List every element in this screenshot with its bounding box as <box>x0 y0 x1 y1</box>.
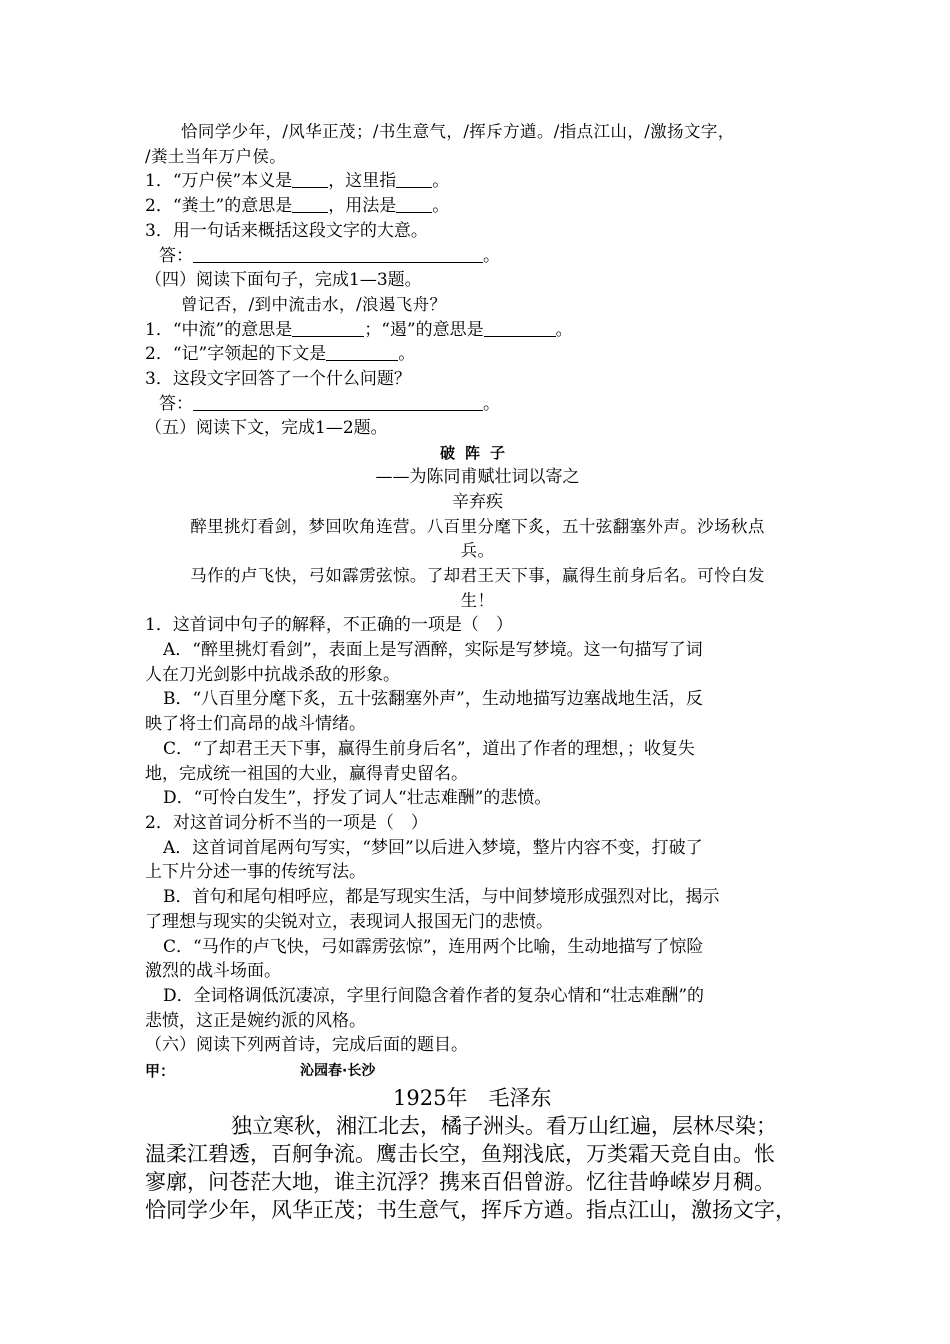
answer-blank[interactable] <box>193 245 483 263</box>
question-text: ，这里指 <box>328 171 397 192</box>
question-4-2 <box>145 342 810 367</box>
question-text: ；“遏”的意思是 <box>364 319 484 340</box>
option-b: B．首句和尾句相呼应，都是写现实生活，与中间梦境形成强烈对比，揭示 <box>163 887 720 908</box>
answer-blank[interactable] <box>396 170 432 188</box>
answer-blank[interactable] <box>193 393 483 411</box>
option-c: C．“马作的卢飞快，弓如霹雳弦惊”，连用两个比喻，生动地描写了惊险 <box>163 936 704 957</box>
option-d-cont: 悲愤，这正是婉约派的风格。 <box>145 1010 366 1031</box>
answer-line <box>145 244 810 269</box>
option-a-cont: 人在刀光剑影中抗战杀敌的形象。 <box>145 664 400 685</box>
section-6-heading: （六）阅读下列两首诗，完成后面的题目。 <box>145 1035 468 1056</box>
question-3-3: 3．用一句话来概括这段文字的大意。 <box>145 220 428 241</box>
quote-line: 曾记否，/到中流击水，/浪遏飞舟？ <box>181 294 447 314</box>
poem-subtitle: ——为陈同甫赋壮词以寄之 <box>375 467 580 488</box>
poem-line: 醉里挑灯看剑，梦回吹角连营。八百里分麾下炙，五十弦翻塞外声。沙场秋点 <box>190 516 765 536</box>
option-a: A．这首词首尾两句写实，“梦回”以后进入梦境，整片内容不变，打破了 <box>163 837 703 858</box>
answer-blank[interactable] <box>484 319 556 337</box>
answer-blank[interactable] <box>292 170 328 188</box>
quote-line: 恰同学少年，/风华正茂；/书生意气，/挥斥方遒。/指点江山，/激扬文字， <box>181 122 735 141</box>
question-text: 2．“记”字领起的下文是 <box>145 344 327 365</box>
poem-line: 兵。 <box>460 541 495 561</box>
poem-line: 马作的卢飞快，弓如霹雳弦惊。了却君王天下事，赢得生前身后名。可怜白发 <box>190 565 765 585</box>
option-a: A．“醉里挑灯看剑”，表面上是写酒醉，实际是写梦境。这一句描写了词 <box>163 640 703 661</box>
question-text: 1．“万户侯”本义是 <box>145 171 293 192</box>
section-4-heading: （四）阅读下面句子，完成1—3题。 <box>145 270 422 291</box>
poem-line: 生！ <box>460 590 495 610</box>
answer-line <box>145 392 810 417</box>
poem-a-header <box>145 1058 810 1084</box>
question-4-3: 3．这段文字回答了一个什么问题？ <box>145 369 411 390</box>
answer-blank[interactable] <box>292 195 328 213</box>
answer-blank[interactable] <box>396 195 432 213</box>
option-d: D．“可怜白发生”，抒发了词人“壮志难酬”的悲愤。 <box>163 788 552 809</box>
question-text: ，用法是 <box>328 196 397 217</box>
question-text: 。 <box>555 319 573 340</box>
answer-end: 。 <box>483 245 500 266</box>
question-4-1 <box>145 318 810 343</box>
answer-blank[interactable] <box>326 343 398 361</box>
section-5-heading: （五）阅读下文，完成1—2题。 <box>145 418 388 439</box>
option-c-cont: 激烈的战斗场面。 <box>145 961 281 982</box>
answer-end: 。 <box>483 393 500 414</box>
question-3-2 <box>145 194 810 219</box>
poem-a-line: 恰同学少年，风华正茂；书生意气，挥斥方遒。指点江山，激扬文字， <box>145 1198 796 1223</box>
option-c: C．“了却君王天下事，赢得生前身后名”，道出了作者的理想，；收复失 <box>163 738 695 759</box>
poem-a-title: 沁园春·长沙 <box>300 1063 376 1080</box>
question-3-1 <box>145 169 810 194</box>
option-b-cont: 映了将士们高昂的战斗情绪。 <box>145 714 366 735</box>
question-text: 。 <box>432 196 450 217</box>
poem-a-line: 温柔江碧透，百舸争流。鹰击长空，鱼翔浅底，万类霜天竞自由。怅 <box>145 1142 775 1167</box>
poem-author: 辛弃疾 <box>452 491 503 512</box>
option-b: B．“八百里分麾下炙，五十弦翻塞外声”，生动地描写边塞战地生活，反 <box>163 689 703 710</box>
question-text: 2．“粪土”的意思是 <box>145 196 293 217</box>
question-5-2: 2．对这首词分析不当的一项是（ ） <box>145 812 428 833</box>
answer-blank[interactable] <box>292 319 364 337</box>
question-text: 。 <box>398 344 416 365</box>
quote-line: /粪土当年万户侯。 <box>145 146 287 166</box>
poem-title: 破阵子 <box>439 444 515 463</box>
poem-a-line: 寥廓，问苍茫大地，谁主沉浮？携来百侣曾游。忆往昔峥嵘岁月稠。 <box>145 1170 775 1195</box>
question-text: 1．“中流”的意思是 <box>145 319 293 340</box>
poem-a-year-author: 1925年 毛泽东 <box>393 1086 552 1111</box>
poem-a-line: 独立寒秋，湘江北去，橘子洲头。看万山红遍，层林尽染； <box>231 1114 777 1139</box>
poem-a-label: 甲： <box>145 1062 176 1081</box>
answer-label: 答： <box>159 393 193 414</box>
option-b-cont: 了理想与现实的尖锐对立，表现词人报国无门的悲愤。 <box>145 911 553 932</box>
option-d: D．全词格调低沉凄凉，字里行间隐含着作者的复杂心情和“壮志难酬”的 <box>163 985 705 1006</box>
option-a-cont: 上下片分述一事的传统写法。 <box>145 862 366 883</box>
question-5-1: 1．这首词中句子的解释，不正确的一项是（ ） <box>145 615 513 636</box>
document-page <box>145 120 810 1224</box>
question-text: 。 <box>432 171 450 192</box>
answer-label: 答： <box>159 245 193 266</box>
option-c-cont: 地，完成统一祖国的大业，赢得青史留名。 <box>145 763 468 784</box>
